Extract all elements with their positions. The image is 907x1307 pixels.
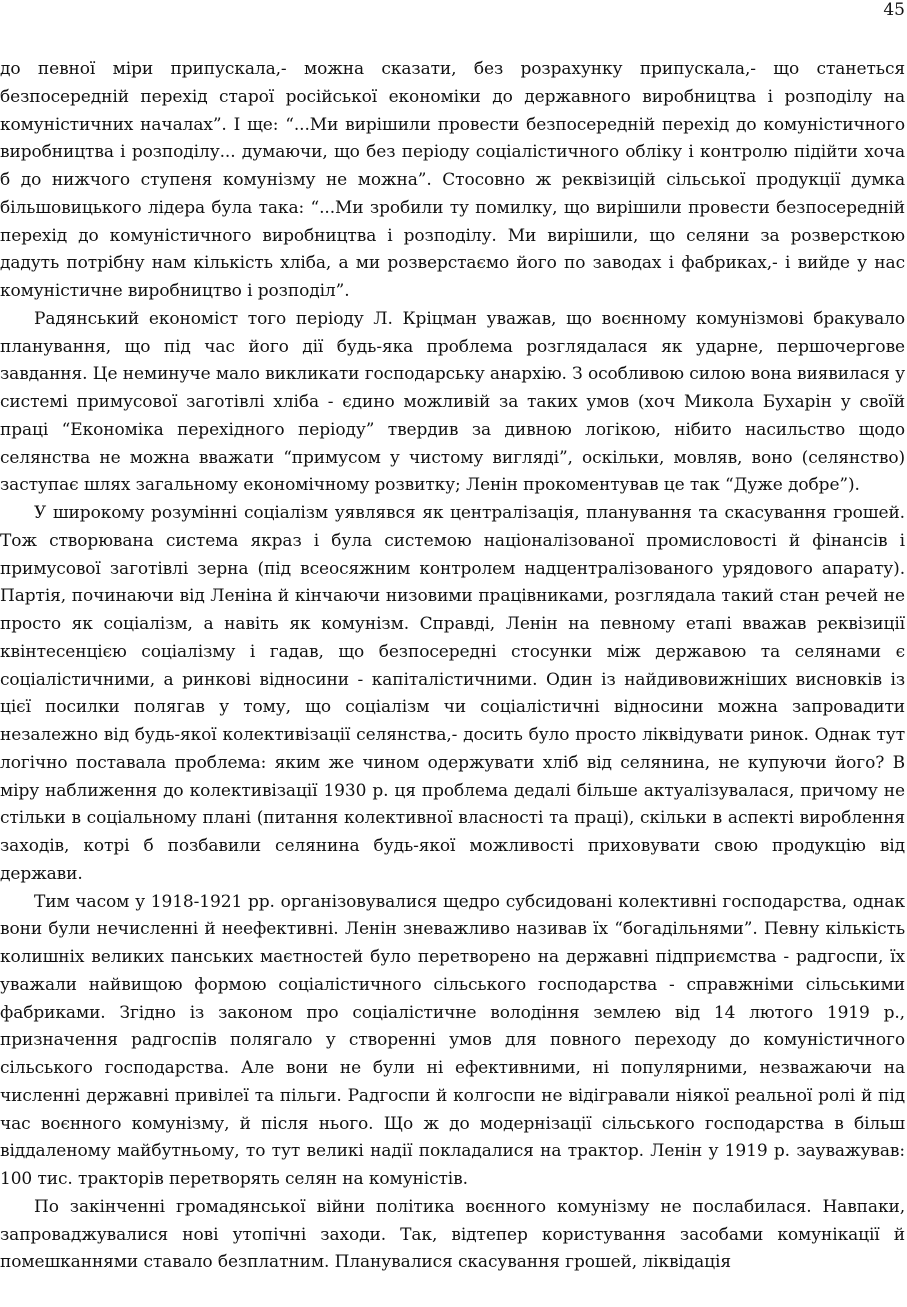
paragraph-collective-farms: Тим часом у 1918-1921 рр. організовувалися щедро субсидовані колективні господарства, однак вони були нечисленні й неефективні. Ленін зневажливо називав їх “богадільнями”. Певну кількість колишніх великих панських маєтностей було перетворено на державні підприємства - радгоспи, їх уважали найвищою формою соціалістичного сільського господарства - справжніми сільськими фабриками. Згідно із законом про соціалістичне володіння землею від 14 лютого 1919 р., призначення радгоспів полягало у створенні умов для повного переходу до комуністичного сільського господарства. Але вони не були ні ефективними, ні популярними, незважаючи на численні державні привілеї та пільги. Радгоспи й колгоспи не відігравали ніякої реальної ролі й під час воєнного комунізму, й після нього. Що ж до модернізації сільського господарства в більш віддаленому майбутньому, то тут великі надії покладалися на трактор. Ленін у 1919 р. зауважував: 100 тис. тракторів перетворять селян на комуністів. — [0, 891, 905, 1189]
paragraph-war-end: По закінченні громадянської війни політика воєнного комунізму не послабилася. Навпаки, запроваджувалися нові утопічні заходи. Так, відтепер користування засобами комунікації й помешканнями ставало безплатним. Планувалися скасування грошей, ліквідація — [0, 1196, 905, 1273]
body-text — [0, 56, 905, 1277]
paragraph-continuation: до певної міри припускала,- можна сказати, без розрахунку припускала,- що станеться безпосередній перехід старої російської економіки до державного виробництва і розподілу на комуністичних началах”. І ще: “...Ми вирішили провести безпосередній перехід до комуністичного виробництва і розподілу... думаючи, що без періоду соціалістичного обліку і контролю підійти хоча б до нижчого ступеня комунізму не можна”. Стосовно ж реквізицій сільської продукції думка більшовицького лідера була така: “...Ми зробили ту помилку, що вирішили провести безпосередній перехід до комуністичного виробництва і розподілу. Ми вирішили, що селяни за розверсткою дадуть потрібну нам кількість хліба, а ми розверстаємо його по заводах і фабриках,- і вийде у нас комуністичне виробництво і розподіл”. — [0, 59, 905, 301]
paragraph-kritsman: Радянський економіст того періоду Л. Кріцман уважав, що воєнному комунізмові бракувало планування, що під час його дії будь-яка проблема розглядалася як ударне, першочергове завдання. Це неминуче мало викликати господарську анархію. З особливою силою вона виявилася у системі примусової заготівлі хліба - єдино можливій за таких умов (хоч Микола Бухарін у своїй праці “Економіка перехідного періоду” твердив за дивною логікою, нібито насильство щодо селянства не можна вважати “примусом у чистому вигляді”, оскільки, мовляв, воно (селянство) заступає шлях загальному економічному розвитку; Ленін прокоментував це так “Дуже добре”). — [0, 308, 905, 496]
page-number: 45 — [883, 0, 905, 20]
paragraph-socialism: У широкому розумінні соціалізм уявлявся як централізація, планування та скасування грошей. Тож створювана система якраз і була системою націоналізованої промисловості й фінансів і примусової заготівлі зерна (під всеосяжним контролем надцентралізованого урядового апарату). Партія, починаючи від Леніна й кінчаючи низовими працівниками, розглядала такий стан речей не просто як соціалізм, а навіть як комунізм. Справді, Ленін на певному етапі вважав реквізиції квінтесенцією соціалізму і гадав, що безпосередні стосунки між державою та селянами є соціалістичними, а ринкові відносини - капіталістичними. Один із найдивовижніших висновків із цієї посилки полягав у тому, що соціалізм чи соціалістичні відносини можна запровадити незалежно від будь-якої колективізації селянства,- досить було просто ліквідувати ринок. Однак тут логічно поставала проблема: яким же чином одержувати хліб від селянина, не купуючи його? В міру наближення до колективізації 1930 р. ця проблема дедалі більше актуалізувалася, причому не стільки в соціальному плані (питання колективної власності та праці), скільки в аспекті вироблення заходів, котрі б позбавили селянина будь-якої можливості приховувати свою продукцію від держави. — [0, 503, 905, 884]
